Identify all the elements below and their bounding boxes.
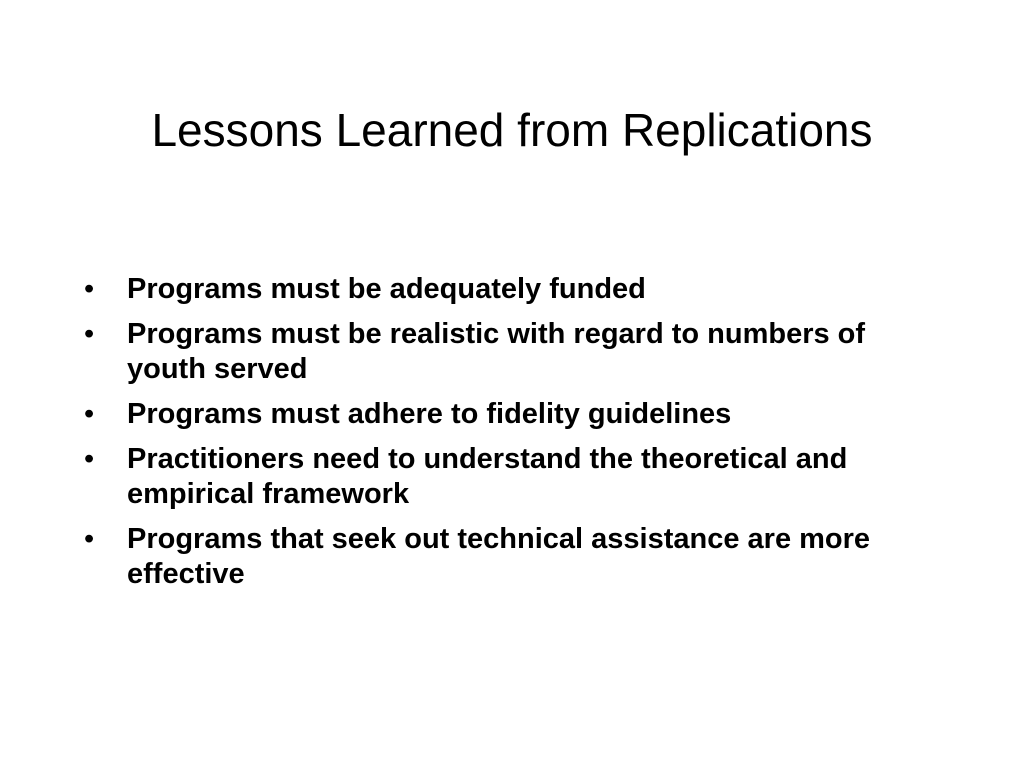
bullet-text: Programs must be adequately funded: [127, 273, 646, 305]
bullet-dot-icon: •: [84, 523, 95, 555]
bullet-item: [84, 522, 944, 592]
bullet-dot-icon: •: [84, 273, 95, 305]
bullet-item: [84, 317, 944, 387]
bullet-dot-icon: •: [84, 398, 95, 430]
bullet-item: [84, 442, 944, 512]
bullet-text: Programs must adhere to fidelity guidelines: [127, 398, 732, 430]
slide-title: Lessons Learned from Replications: [151, 104, 873, 156]
bullet-item: [84, 272, 944, 307]
bullet-text: Programs that seek out technical assistance are more effective: [127, 523, 871, 590]
bullet-list: [84, 272, 944, 602]
bullet-item: [84, 397, 944, 432]
bullet-text: Programs must be realistic with regard to numbers of youth served: [127, 318, 866, 385]
bullet-dot-icon: •: [84, 443, 95, 475]
bullet-dot-icon: •: [84, 318, 95, 350]
bullet-text: Practitioners need to understand the theoretical and empirical framework: [127, 443, 848, 510]
